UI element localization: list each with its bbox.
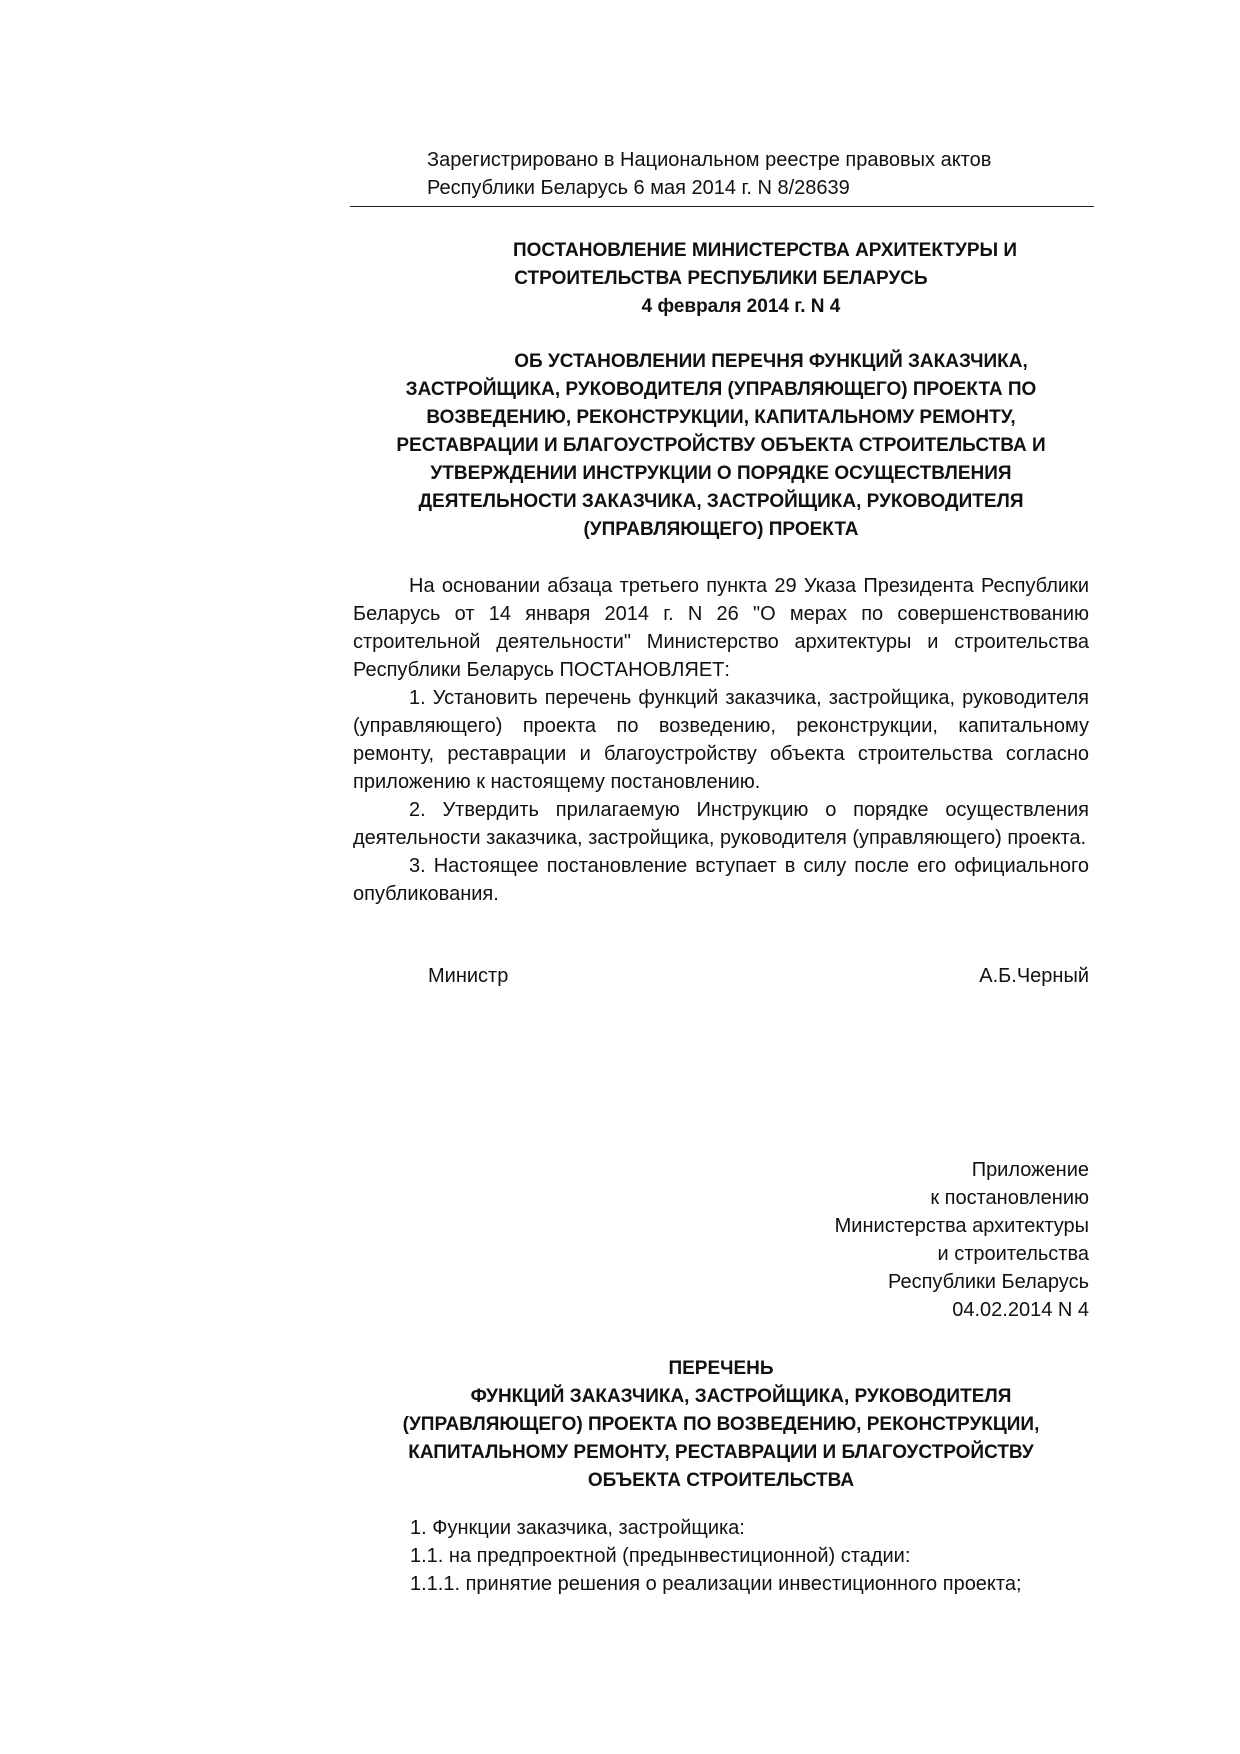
appendix-line: 04.02.2014 N 4 (952, 1299, 1089, 1321)
list-title-line: ПЕРЕЧЕНЬ (668, 1358, 774, 1379)
appendix-line: Приложение (971, 1159, 1089, 1181)
registration-line-2: Республики Беларусь 6 мая 2014 г. N 8/28639 (427, 177, 850, 199)
subject-line: ОБ УСТАНОВЛЕНИИ ПЕРЕЧНЯ ФУНКЦИЙ ЗАКАЗЧИКА, (514, 351, 1028, 372)
subject-line: ДЕЯТЕЛЬНОСТИ ЗАКАЗЧИКА, ЗАСТРОЙЩИКА, РУКОВОДИТЕЛЯ (418, 491, 1024, 512)
resolution-header-line-1: ПОСТАНОВЛЕНИЕ МИНИСТЕРСТВА АРХИТЕКТУРЫ И (512, 240, 1018, 261)
resolution-header-line-2: СТРОИТЕЛЬСТВА РЕСПУБЛИКИ БЕЛАРУСЬ (514, 268, 928, 289)
clause-1-paragraph: 1. Установить перечень функций заказчика, застройщика, руководителя (управляющего) проекта по возведению, реконструкции, капитальному ремонту, реставрации и благоустройству объекта строительства согласно приложению к настоящему постановлению. (353, 687, 1089, 793)
appendix-line: Республики Беларусь (888, 1271, 1089, 1293)
resolution-header (353, 237, 1089, 321)
list-title (353, 1355, 1089, 1495)
subject-line: (УПРАВЛЯЮЩЕГО) ПРОЕКТА (583, 519, 859, 540)
list-title-line: ОБЪЕКТА СТРОИТЕЛЬСТВА (587, 1470, 855, 1491)
subject-line: УТВЕРЖДЕНИИ ИНСТРУКЦИИ О ПОРЯДКЕ ОСУЩЕСТВЛЕНИЯ (430, 463, 1012, 484)
appendix-line: к постановлению (930, 1187, 1089, 1209)
appendix-line: Министерства архитектуры (834, 1215, 1089, 1237)
subject-line: РЕСТАВРАЦИИ И БЛАГОУСТРОЙСТВУ ОБЪЕКТА СТРОИТЕЛЬСТВА И (396, 435, 1046, 456)
list-title-line: (УПРАВЛЯЮЩЕГО) ПРОЕКТА ПО ВОЗВЕДЕНИЮ, РЕКОНСТРУКЦИИ, (402, 1414, 1040, 1435)
appendix-reference (835, 1156, 1089, 1324)
clause-3-paragraph: 3. Настоящее постановление вступает в силу после его официального опубликования. (353, 855, 1089, 905)
signature-title: Министр (428, 965, 509, 987)
horizontal-rule (350, 206, 1094, 207)
subject-line: ВОЗВЕДЕНИЮ, РЕКОНСТРУКЦИИ, КАПИТАЛЬНОМУ РЕМОНТУ, (426, 407, 1016, 428)
signature-name: А.Б.Черный (979, 965, 1089, 987)
registration-note (427, 146, 991, 202)
list-item: 1.1.1. принятие решения о реализации инвестиционного проекта; (410, 1573, 1022, 1595)
list-title-line: ФУНКЦИЙ ЗАКАЗЧИКА, ЗАСТРОЙЩИКА, РУКОВОДИТЕЛЯ (470, 1386, 1012, 1407)
resolution-date: 4 февраля 2014 г. N 4 (641, 296, 841, 317)
list-item: 1.1. на предпроектной (предынвестиционной) стадии: (410, 1545, 911, 1567)
list-item: 1. Функции заказчика, застройщика: (410, 1517, 745, 1539)
appendix-line: и строительства (937, 1243, 1089, 1265)
preamble-paragraph: На основании абзаца третьего пункта 29 Указа Президента Республики Беларусь от 14 января 2014 г. N 26 "О мерах по совершенствованию строительной деятельности" Министерство архитектуры и строительства Республики Беларусь ПОСТАНОВЛЯЕТ: (353, 575, 1089, 681)
resolution-subject (353, 348, 1089, 544)
clause-2-paragraph: 2. Утвердить прилагаемую Инструкцию о порядке осуществления деятельности заказчика, застройщика, руководителя (управляющего) проекта. (353, 799, 1089, 849)
functions-list (410, 1514, 1022, 1598)
list-title-line: КАПИТАЛЬНОМУ РЕМОНТУ, РЕСТАВРАЦИИ И БЛАГОУСТРОЙСТВУ (408, 1442, 1034, 1463)
subject-line: ЗАСТРОЙЩИКА, РУКОВОДИТЕЛЯ (УПРАВЛЯЮЩЕГО) ПРОЕКТА ПО (405, 379, 1037, 400)
resolution-body (353, 572, 1089, 908)
registration-line-1: Зарегистрировано в Национальном реестре правовых актов (427, 149, 992, 171)
